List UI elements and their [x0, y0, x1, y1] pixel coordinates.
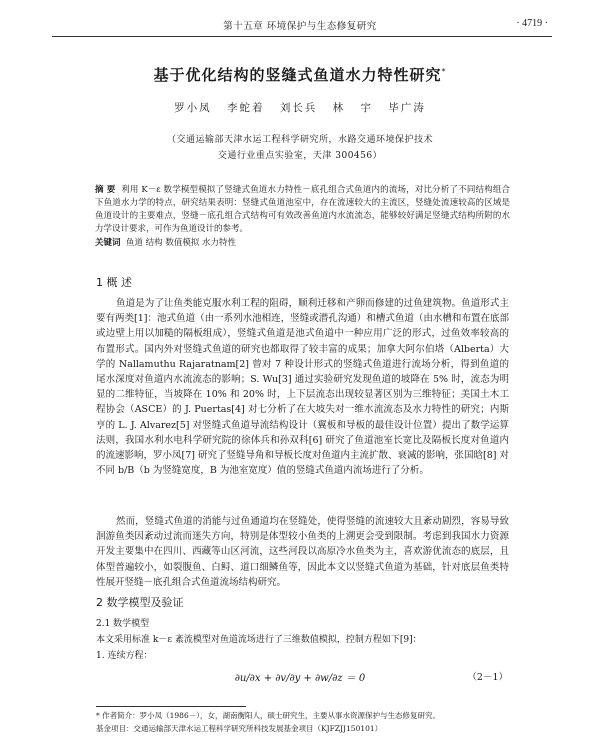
keywords-label: 关键词 [95, 238, 121, 248]
eq-term: ∂v/∂y [275, 673, 301, 684]
footnote-rule [96, 706, 246, 707]
equation-label: 1. 连续方程： [96, 651, 153, 661]
abstract-text: 利用 K－ε 数学模型模拟了竖缝式鱼道水力特性－底孔组合式鱼道内的流场，对比分析了不同结构组合下鱼道水力学的特点，研究结果表明：竖缝式鱼道池室中，存在流速较大的主流区，竖缝处流速较高的区域是鱼道设计的主要难点，竖缝－底孔组合式结构可有效改善鱼道内水流流态，能够较好满足竖缝式结构所附的水力学设计要求，可作为鱼道设计的参考。 [95, 185, 511, 234]
eq-term: ∂w/∂z [315, 673, 343, 684]
running-title: 第十五章 环境保护与生态修复研究 [223, 21, 377, 32]
affiliation-line: 交通行业重点实验室，天津 300456） [217, 151, 383, 161]
author-list [0, 100, 600, 115]
body-line: 本文采用标准 k－ε 紊流模型对鱼道流场进行了三维数值模拟，控制方程如下[9]： [96, 635, 422, 645]
author: 林 宇 [332, 102, 374, 114]
footnote: * 作者简介：罗小凤（1986－），女，湖南衡阳人，硕士研究生，主要从事水资源保护与生态修复研究。 [96, 711, 440, 720]
eq-term: ∂u/∂x [234, 673, 261, 684]
keywords-text: 鱼道 结构 数值模拟 水力特性 [125, 238, 237, 248]
abstract [95, 184, 510, 236]
continuity-equation: ∂u/∂x + ∂v/∂y + ∂w/∂z ＝ 0 [234, 673, 366, 684]
page-number: · 4719 · [516, 18, 548, 29]
section-heading: 1 概 述 [96, 276, 132, 289]
author: 罗小凤 [174, 102, 212, 114]
abstract-label: 摘 要 [95, 185, 116, 195]
paper-title [0, 64, 600, 85]
author: 毕广涛 [388, 102, 426, 114]
body-paragraph: 鱼道是为了让鱼类能克服水利工程的阻碍，顺利迁移和产卵而修建的过鱼建筑物。鱼道形式主要有两类[1]：池式鱼道（由一系列水池相连，竖缝或潜孔沟通）和槽式鱼道（由水槽和布置在底部或边壁上用以加糙的隔板组成），竖缝式鱼道是池式鱼道中一种应用广泛的形式，过鱼效率较高的布置形式。国内外对竖缝式鱼道的研究也都取得了较丰富的成果；加拿大阿尔伯塔（Alberta）大学的 Nallamuthu Rajaratnam[2] 曾对 7 种设计形式的竖缝式鱼道进行流场分析，得到鱼道的尾水深度对鱼道内水流流态的影响；S. Wu[3] 通过实验研究发现鱼道的坡降在 5% 时，流态为明显的二维特征，当坡降在 10% 和 20% 时，上下层流态出现较显著区别为三维特征；美国土木工程协会（ASCE）的 J. Puertas[4] 对七分析了在大坡失对一维水流流态及水力特性的研究；内斯亨的 L. J. Alvarez[5] 对竖缝式鱼道导流结构设计（翼板和导板的最佳设计位置）提出了数学运算法则，我国水利水电科学研究院的徐体兵和孙双科[6] 研究了鱼道池室长宽比及隔板长度对鱼道内的流速影响，罗小凤[7] 研究了竖缝导角和导板长度对鱼道内主流扩散、衰减的影响，张国晗[8] 对不同 b/B（b 为竖缝宽度，B 为池室宽度）值的竖缝式鱼道内流场进行了分析。 [96, 298, 509, 477]
subsection-heading: 2.1 数学模型 [96, 619, 150, 629]
equation-number: （2－1） [467, 672, 508, 683]
author: 李蛇着 [226, 102, 265, 114]
title-footnote-mark: * [441, 67, 447, 76]
author: 刘长兵 [279, 102, 318, 114]
header-rule [52, 36, 552, 37]
footnote: 基金项目：交通运输部天津水运工程科学研究所科技发展基金项目（KJFZJJ150101） [96, 724, 383, 733]
keywords [95, 236, 510, 248]
affiliation-line: （交通运输部天津水运工程科学研究所，水路交通环境保护技术 [166, 135, 433, 145]
section-heading: 2 数学模型及验证 [96, 596, 184, 609]
paper-title-text: 基于优化结构的竖缝式鱼道水力特性研究 [153, 66, 442, 84]
eq-rhs: ＝ 0 [345, 673, 366, 684]
body-paragraph: 然而，竖缝式鱼道的消能与过鱼通道均在竖缝处，使得竖缝的流速较大且紊动剧烈，容易导致洄游鱼类因紊动过流而迷失方向，特别是体型较小鱼类的上溯更会受到限制。考虑到我国水力资源开发主要集中在四川、西藏等山区河流，这些河段以高原冷水鱼类为主，喜欢游优流态的底层，且体型普遍较小，如裂腹鱼、白鲟、道口细鳞鱼等，因此本文以竖缝式鱼道为基础，针对底层鱼类特性展开竖缝－底孔组合式鱼道流场结构研究。 [96, 516, 509, 588]
